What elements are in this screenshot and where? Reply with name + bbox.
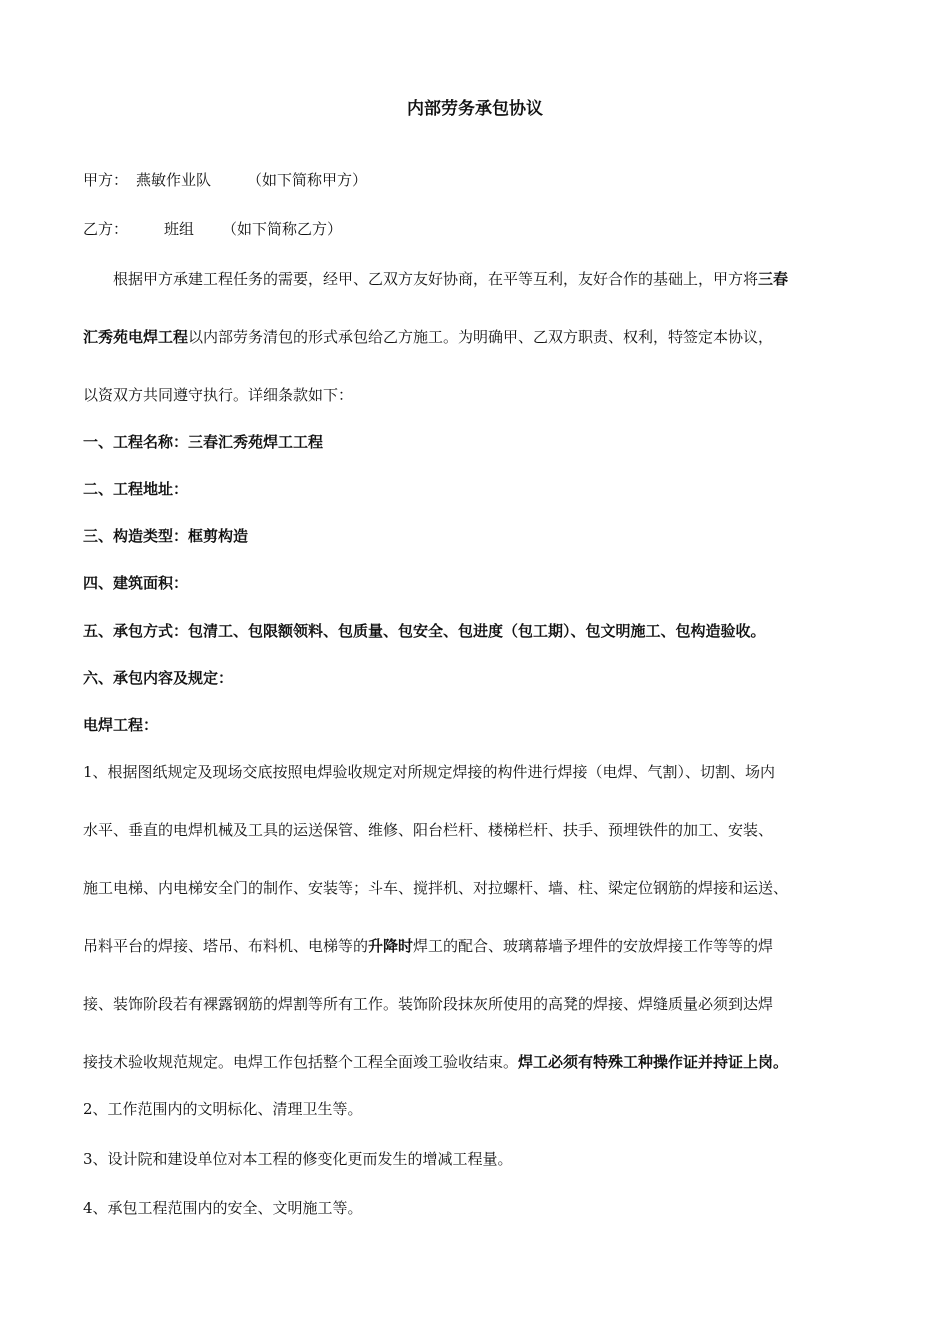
clause-structure-type: 三、构造类型：框剪构造 [83,527,249,545]
party-a-label: 甲方： [83,171,129,189]
item-1-text: 吊料平台的焊接、塔吊、布料机、电梯等的 [83,937,369,955]
document-title: 内部劳务承包协议 [407,99,543,119]
item-3: 3、设计院和建设单位对本工程的修变化更而发生的增减工程量。 [83,1150,513,1168]
party-a-note: （如下简称甲方） [247,171,368,189]
item-1-emphasis: 焊工必须有特殊工种操作证并持证上岗。 [518,1053,789,1071]
project-name-part: 汇秀苑电焊工程 [83,328,189,346]
party-b-label: 乙方： [83,220,129,238]
party-b-name: 班组 [164,220,195,238]
item-1-text: 焊工的配合、玻璃幕墙予埋件的安放焊接工作等等的焊 [413,937,774,955]
intro-line-2 [83,327,773,347]
item-1-line-1: 1、根据图纸规定及现场交底按照电焊验收规定对所规定焊接的构件进行焊接（电焊、气割）、切割、场内 [83,763,776,781]
item-1-text: 接技术验收规范规定。电焊工作包括整个工程全面竣工验收结束。 [83,1053,519,1071]
clause-building-area: 四、建筑面积： [83,574,189,592]
item-2: 2、工作范围内的文明标化、清理卫生等。 [83,1100,363,1118]
clause-project-name: 一、工程名称：三春汇秀苑焊工工程 [83,433,324,451]
item-1-line-6 [83,1052,788,1072]
clause-project-address: 二、工程地址： [83,480,189,498]
intro-line-3: 以资双方共同遵守执行。详细条款如下： [83,386,354,404]
section-welding: 电焊工程： [83,716,159,734]
item-1-line-3: 施工电梯、内电梯安全门的制作、安装等；斗车、搅拌机、对拉螺杆、墙、柱、梁定位钢筋的焊接和运送、 [83,879,789,897]
project-name-part: 三春 [758,270,789,288]
party-b-line [83,219,342,239]
clause-contract-method: 五、承包方式：包清工、包限额领料、包质量、包安全、包进度（包工期）、包文明施工、包构造验收。 [83,622,766,640]
party-a-name: 燕敏作业队 [136,171,212,189]
item-4: 4、承包工程范围内的安全、文明施工等。 [83,1199,363,1217]
item-1-line-5: 接、装饰阶段若有裸露钢筋的焊割等所有工作。装饰阶段抹灰所使用的高凳的焊接、焊缝质量必须到达焊 [83,995,774,1013]
intro-text: 以内部劳务清包的形式承包给乙方施工。为明确甲、乙双方职责、权利，特签定本协议， [188,328,774,346]
intro-text: 根据甲方承建工程任务的需要，经甲、乙双方友好协商，在平等互利，友好合作的基础上，甲方将 [113,270,759,288]
clause-contract-content: 六、承包内容及规定： [83,669,234,687]
party-a-line [83,170,367,190]
item-1-line-2: 水平、垂直的电焊机械及工具的运送保管、维修、阳台栏杆、楼梯栏杆、扶手、预埋铁件的加工、安装、 [83,821,774,839]
party-b-note: （如下简称乙方） [222,220,343,238]
item-1-line-4 [83,936,773,956]
item-1-emphasis: 升降时 [368,937,414,955]
intro-line-1 [113,269,788,289]
